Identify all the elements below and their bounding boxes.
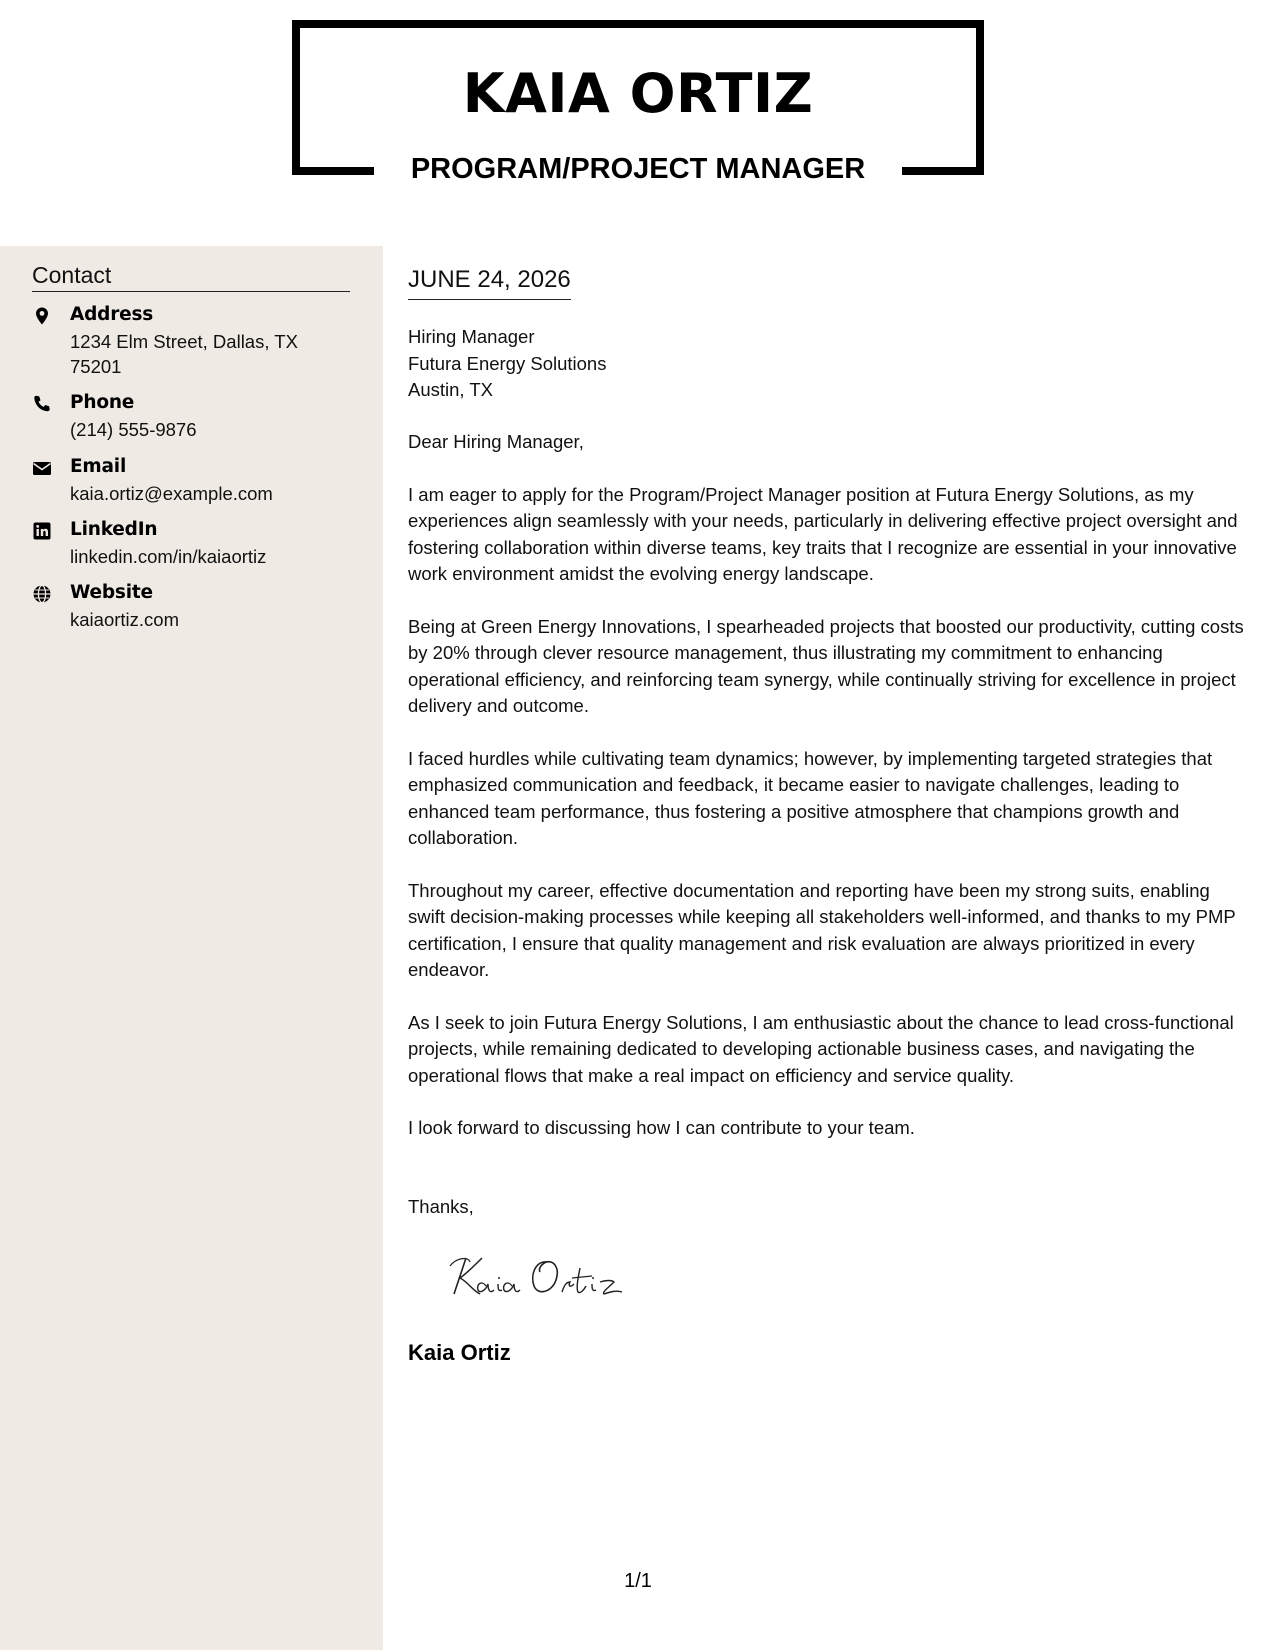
body-paragraph: Being at Green Energy Innovations, I spearheaded projects that boosted our productivity, cutting costs by 20% through clever resource management, thus illustrating my commitment to enhancing operational efficiency, and reinforcing team synergy, while continually striving for excellence in project delivery and outcome. [408,615,1244,716]
body-paragraph: Throughout my career, effective documentation and reporting have been my strong suits, enabling swift decision-making processes while keeping all stakeholders well-informed, and thanks to my PMP certification, I ensure that quality management and risk evaluation are always prioritized in every endeavor. [408,879,1236,980]
body-paragraph: I faced hurdles while cultivating team dynamics; however, by implementing targeted strategies that emphasized communication and feedback, it became easier to navigate challenges, leading to enhanced team performance, thus fostering a positive atmosphere that champions growth and collaboration. [408,747,1213,848]
globe-icon [32,584,52,604]
body-paragraph: As I seek to join Futura Energy Solutions, I am enthusiastic about the chance to lead cross-functional projects, while remaining dedicated to developing actionable business cases, and navigating the operational flows that make a real impact on efficiency and service quality. [408,1011,1234,1086]
phone-icon [32,394,52,414]
contact-sidebar [0,246,383,1650]
contact-heading: Contact [32,262,350,292]
letter-body [408,429,1250,1168]
body-paragraph: I am eager to apply for the Program/Project Manager position at Futura Energy Solutions, as my experiences align seamlessly with your needs, particularly in delivering effective project oversight and fostering collaboration within diverse teams, key traits that I recognize are essential in your innovative work environment amidst the evolving energy landscape. [408,483,1238,584]
job-title: PROGRAM/PROJECT MANAGER [410,153,866,185]
closing: Thanks, [408,1196,474,1217]
handwritten-signature [446,1248,646,1304]
letter-date: JUNE 24, 2026 [408,266,571,300]
email-value: kaia.ortiz@example.com [70,483,273,504]
candidate-name: KAIA ORTIZ [462,62,814,125]
email-label: Email [70,456,127,477]
recipient-company: Futura Energy Solutions [408,352,607,374]
location-pin-icon [32,306,52,326]
recipient-block [408,324,606,404]
website-label: Website [70,582,153,603]
signer-name: Kaia Ortiz [408,1340,511,1365]
salutation: Dear Hiring Manager, [408,431,584,452]
frame-top-border [292,20,984,28]
phone-value: (214) 555-9876 [70,419,197,440]
linkedin-value: linkedin.com/in/kaiaortiz [70,546,267,567]
address-value: 1234 Elm Street, Dallas, TX 75201 [70,331,298,377]
address-label: Address [70,304,154,325]
linkedin-icon [32,521,52,541]
body-paragraph: I look forward to discussing how I can contribute to your team. [408,1117,915,1138]
website-value: kaiaortiz.com [70,609,179,630]
phone-label: Phone [70,392,135,413]
recipient-location: Austin, TX [408,379,494,400]
linkedin-label: LinkedIn [70,519,158,540]
recipient-title: Hiring Manager [408,326,535,347]
envelope-icon [32,458,52,478]
page-number: 1/1 [624,1570,652,1592]
